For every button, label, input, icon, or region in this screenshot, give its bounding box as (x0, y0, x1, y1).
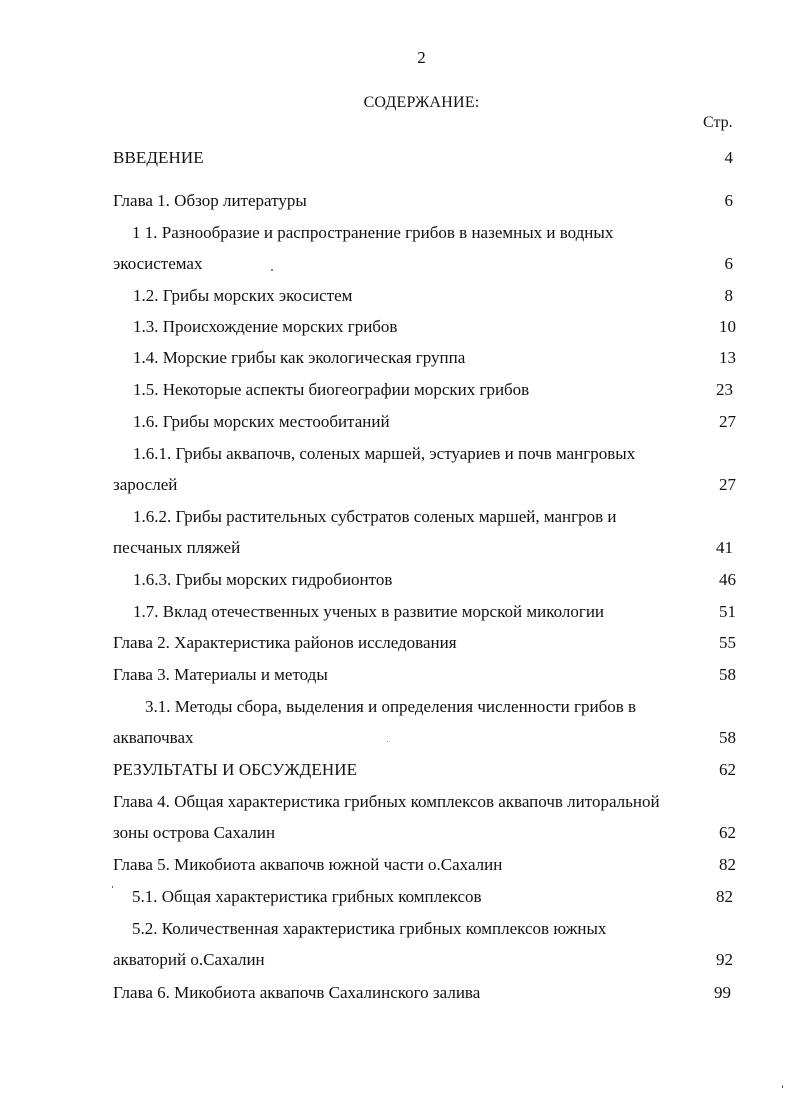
toc-entry-text: Глава 4. Общая характеристика грибных комплексов аквапочв литоральной (113, 792, 660, 811)
toc-entry-1-6-3 (0, 570, 799, 594)
toc-entry-text: 1.6.2. Грибы растительных субстратов соленых маршей, мангров и (133, 507, 617, 526)
scan-speck (782, 1085, 783, 1088)
toc-entry-text: 5.1. Общая характеристика грибных комплексов (132, 887, 482, 906)
toc-entry-text: 1.7. Вклад отечественных ученых в развитие морской микологии (133, 602, 605, 621)
toc-entry-chapter-4-cont (0, 823, 799, 847)
toc-entry-text: Глава 3. Материалы и методы (113, 665, 328, 684)
toc-entry-page: 27 (719, 475, 736, 494)
toc-entry-page: 58 (719, 665, 736, 684)
toc-entry-3-1 (0, 697, 799, 721)
toc-entry-text: аквапочвах (113, 728, 194, 747)
toc-entry-page: 23 (716, 380, 733, 399)
toc-entry-chapter-4 (0, 792, 799, 816)
toc-entry-text: зарослей (113, 475, 178, 494)
toc-entry-text: 5.2. Количественная характеристика грибных комплексов южных (132, 919, 607, 938)
toc-entry-chapter-3 (0, 665, 799, 689)
page-number: 2 (417, 48, 426, 67)
toc-entry-page: 58 (719, 728, 736, 747)
toc-entry-chapter-2 (0, 633, 799, 657)
scan-speck (271, 269, 273, 271)
toc-entry-page: 6 (724, 254, 733, 273)
toc-entry-text: 1.6.1. Грибы аквапочв, соленых маршей, эстуариев и почв мангровых (133, 444, 636, 463)
toc-entry-3-1-cont (0, 728, 799, 752)
toc-entry-5-2 (0, 919, 799, 943)
toc-entry-chapter-5 (0, 855, 799, 879)
toc-entry-page: 82 (716, 887, 733, 906)
toc-entry-text: 1.2. Грибы морских экосистем (133, 286, 353, 305)
toc-entry-page: 27 (719, 412, 736, 431)
toc-entry-5-2-cont (0, 950, 799, 974)
page-title: СОДЕРЖАНИЕ: (363, 94, 480, 111)
toc-entry-1-6 (0, 412, 799, 436)
toc-entry-chapter-6 (0, 983, 799, 1007)
toc-entry-text: 3.1. Методы сбора, выделения и определения численности грибов в (145, 697, 637, 716)
toc-entry-1-2 (0, 286, 799, 310)
toc-entry-text: 1.4. Морские грибы как экологическая группа (133, 348, 466, 367)
toc-entry-page: 10 (719, 317, 736, 336)
toc-entry-1-6-2 (0, 507, 799, 531)
toc-entry-page: 6 (724, 191, 733, 210)
toc-entry-page: 99 (714, 983, 731, 1002)
toc-entry-text: 1.6. Грибы морских местообитаний (133, 412, 390, 431)
toc-entry-page: 46 (719, 570, 736, 589)
toc-entry-1-6-1-cont (0, 475, 799, 499)
toc-entry-page: 62 (719, 760, 736, 779)
toc-entry-page: 92 (716, 950, 733, 969)
toc-entry-page: 55 (719, 633, 736, 652)
toc-entry-results (0, 760, 799, 784)
toc-entry-1-1-cont (0, 254, 799, 278)
toc-entry-page: 82 (719, 855, 736, 874)
toc-entry-text: зоны острова Сахалин (113, 823, 276, 842)
pages-column-label: Стр. (703, 114, 733, 131)
toc-entry-1-3 (0, 317, 799, 341)
toc-entry-introduction (0, 148, 799, 172)
toc-entry-page: 8 (724, 286, 733, 305)
toc-entry-text: Глава 6. Микобиота аквапочв Сахалинского залива (113, 983, 481, 1002)
toc-entry-text: Глава 1. Обзор литературы (113, 191, 307, 210)
toc-entry-text: РЕЗУЛЬТАТЫ И ОБСУЖДЕНИЕ (113, 760, 358, 779)
toc-entry-text: Глава 5. Микобиота аквапочв южной части о.Сахалин (113, 855, 503, 874)
toc-entry-page: 62 (719, 823, 736, 842)
toc-entry-text: 1.5. Некоторые аспекты биогеографии морских грибов (133, 380, 530, 399)
toc-entry-1-1 (0, 223, 799, 247)
toc-entry-5-1 (0, 887, 799, 911)
toc-entry-page: 4 (724, 148, 733, 167)
toc-entry-text: Глава 2. Характеристика районов исследования (113, 633, 457, 652)
toc-entry-page: 51 (719, 602, 736, 621)
toc-entry-text: ВВЕДЕНИЕ (113, 148, 204, 167)
toc-entry-1-7 (0, 602, 799, 626)
toc-entry-page: 41 (716, 538, 733, 557)
toc-entry-1-4 (0, 348, 799, 372)
toc-entry-text: 1.6.3. Грибы морских гидробионтов (133, 570, 393, 589)
toc-entry-1-6-1 (0, 444, 799, 468)
toc-entry-chapter-1 (0, 191, 799, 215)
toc-entry-text: 1.3. Происхождение морских грибов (133, 317, 398, 336)
toc-entry-1-5 (0, 380, 799, 404)
toc-entry-text: 1 1. Разнообразие и распространение грибов в наземных и водных (132, 223, 614, 242)
scan-speck (387, 741, 388, 742)
scan-speck (112, 886, 113, 888)
toc-entry-text: акваторий о.Сахалин (113, 950, 265, 969)
toc-entry-1-6-2-cont (0, 538, 799, 562)
toc-entry-text: песчаных пляжей (113, 538, 241, 557)
toc-entry-page: 13 (719, 348, 736, 367)
toc-entry-text: экосистемах (113, 254, 203, 273)
